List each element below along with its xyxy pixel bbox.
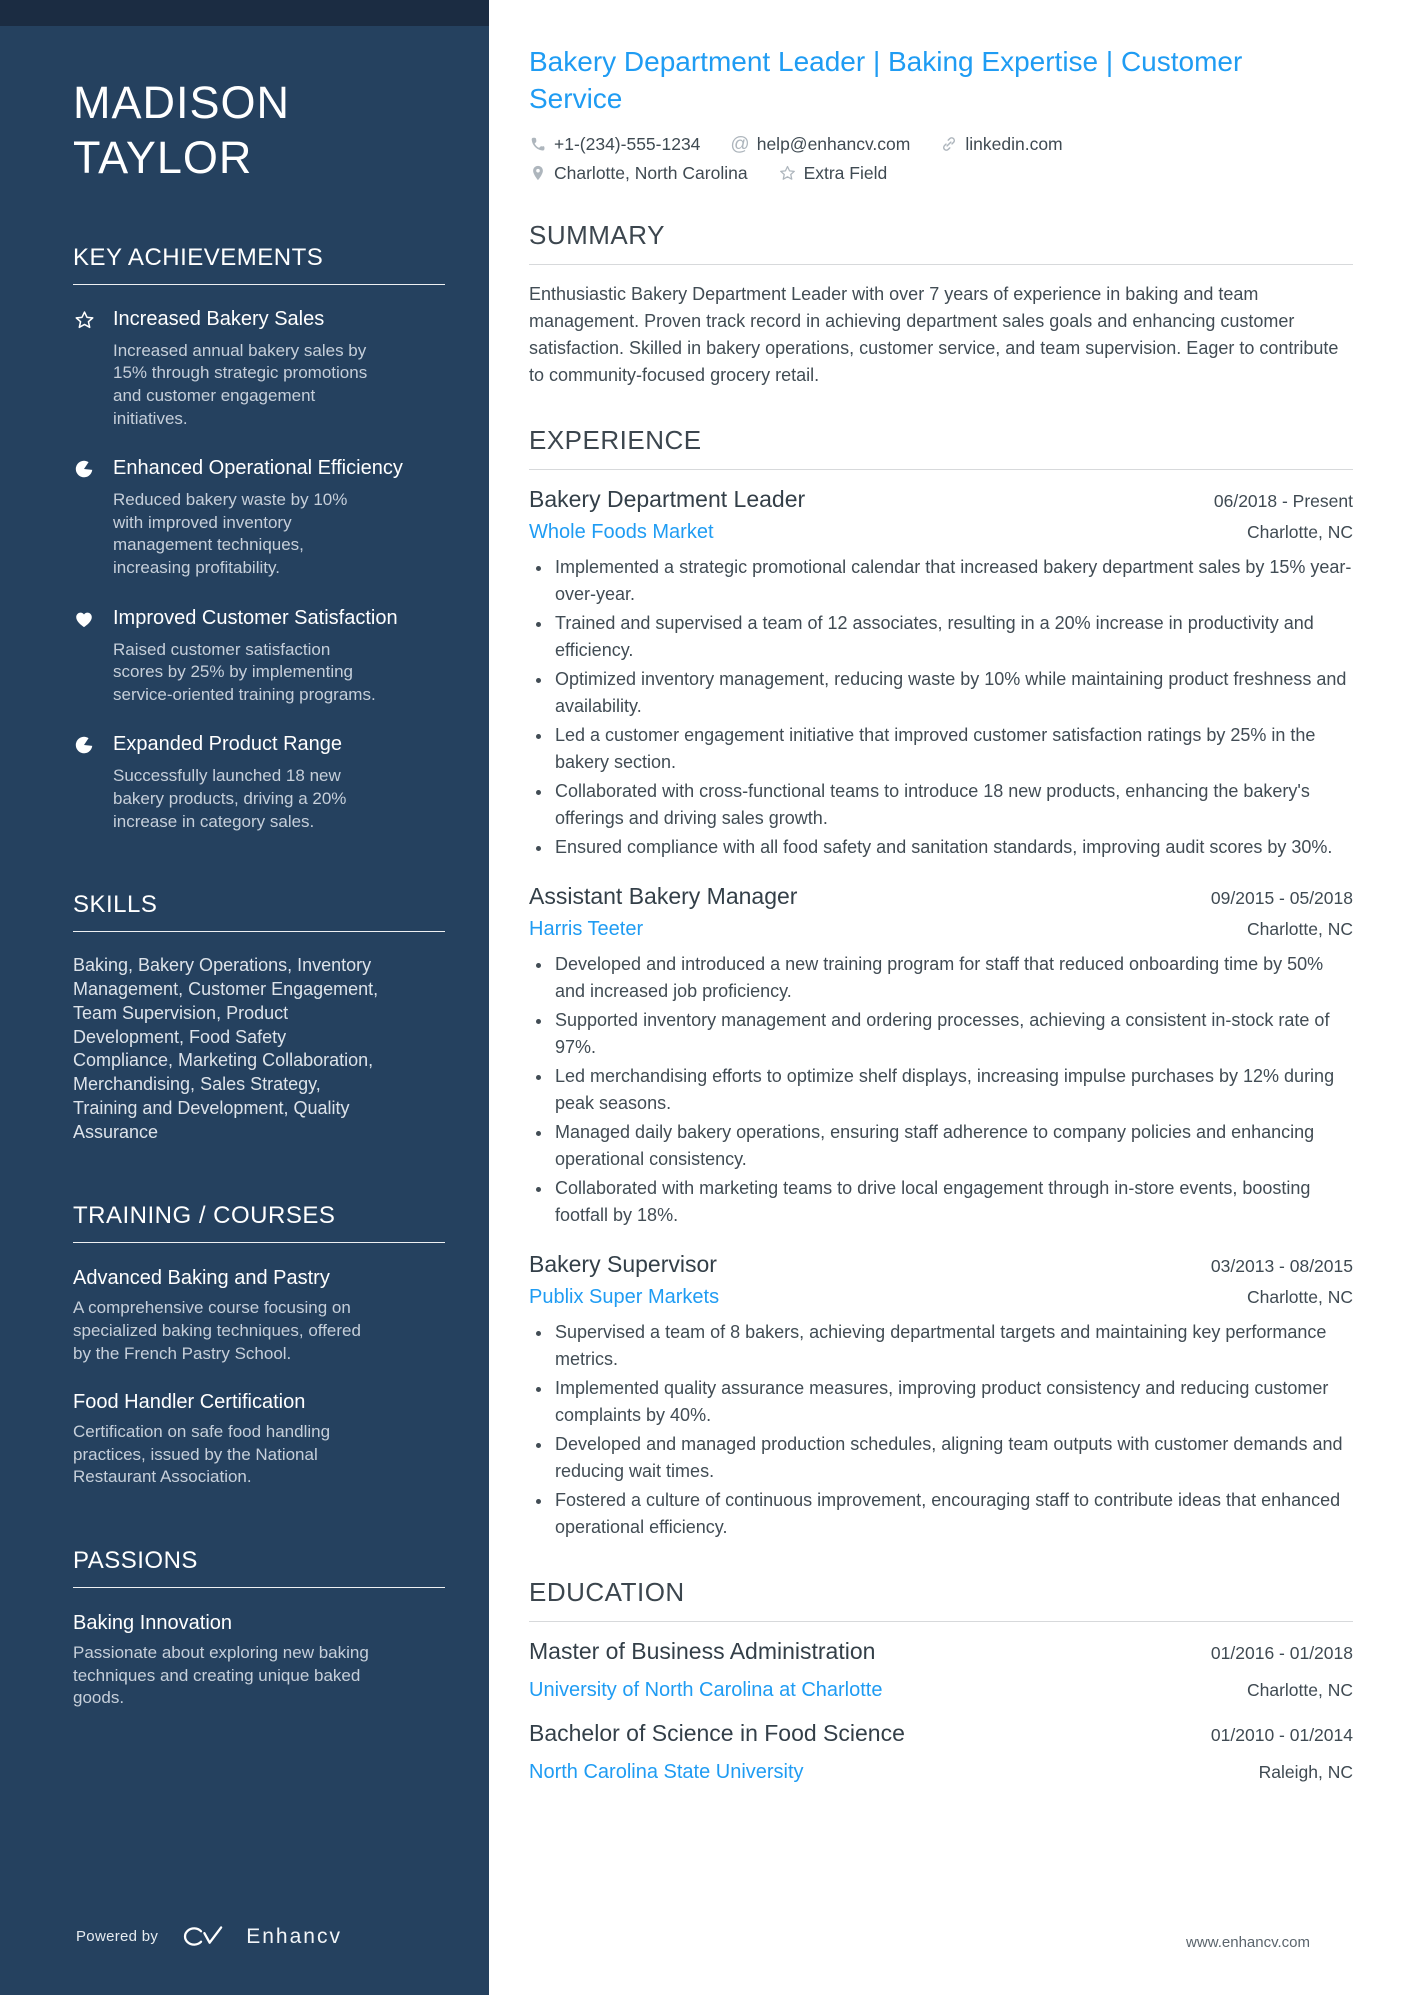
heart-icon <box>73 606 97 707</box>
resume-headline: Bakery Department Leader | Baking Expertise | Customer Service <box>529 46 1243 114</box>
enhancv-logo-icon <box>180 1924 224 1949</box>
job-location: Charlotte, NC <box>1246 918 1353 939</box>
achievement-title: Enhanced Operational Efficiency <box>113 457 403 480</box>
passions-title: PASSIONS <box>73 1547 445 1588</box>
job-dates: 09/2015 - 05/2018 <box>1210 887 1353 908</box>
job-location: Charlotte, NC <box>1246 1286 1353 1307</box>
job-company[interactable]: Whole Foods Market <box>529 520 714 543</box>
extra-field-text: Extra Field <box>803 162 888 183</box>
main-column <box>489 0 1410 1995</box>
job-role: Bakery Department Leader <box>529 485 806 512</box>
passion-description: Passionate about exploring new baking techniques and creating unique baked goods. <box>73 1642 369 1708</box>
phone-icon <box>529 135 547 153</box>
passion-title: Baking Innovation <box>73 1611 233 1634</box>
link-url: linkedin.com <box>965 133 1063 154</box>
achievement-description: Successfully launched 18 new bakery products, driving a 20% increase in category sales. <box>113 766 347 831</box>
job-bullets <box>553 1319 1353 1541</box>
passion-item <box>73 1610 445 1710</box>
school-name[interactable]: North Carolina State University <box>529 1760 804 1783</box>
bullet-item: • Ensured compliance with all food safety and sanitation standards, improving audit scores by 30%. <box>553 834 1353 861</box>
education-entry <box>529 1638 1353 1702</box>
brand-wordmark: Enhancv <box>246 1924 342 1948</box>
idea-icon <box>73 732 97 833</box>
degree-name: Master of Business Administration <box>529 1637 876 1664</box>
education-location: Raleigh, NC <box>1258 1761 1353 1782</box>
key-achievements-title: KEY ACHIEVEMENTS <box>73 244 445 285</box>
summary-title: SUMMARY <box>529 220 1353 265</box>
skills-list: Baking, Bakery Operations, Inventory Management, Customer Engagement, Team Supervision, Product Development, Food Safety Compliance, Marketing Collaboration, Merchandising, Sales Strategy, Training and Development, Quality Assurance <box>73 955 379 1142</box>
degree-name: Bachelor of Science in Food Science <box>529 1719 905 1746</box>
powered-by-label: Powered by <box>76 1928 159 1945</box>
achievement-item <box>73 307 445 430</box>
course-description: A comprehensive course focusing on specialized baking techniques, offered by the French Pastry School. <box>73 1298 361 1363</box>
skills-section <box>73 891 445 1144</box>
training-section <box>73 1202 445 1489</box>
sidebar <box>0 0 489 1995</box>
education-dates: 01/2010 - 01/2014 <box>1210 1724 1353 1745</box>
achievement-description: Reduced bakery waste by 10% with improved inventory management techniques, increasing profitability. <box>113 490 348 578</box>
achievement-description: Increased annual bakery sales by 15% through strategic promotions and customer engagement initiatives. <box>113 340 368 428</box>
course-description: Certification on safe food handling practices, issued by the National Restaurant Association. <box>73 1422 331 1487</box>
education-title: EDUCATION <box>529 1577 1353 1622</box>
link-icon <box>940 135 958 153</box>
bullet-item: • Developed and managed production schedules, aligning team outputs with customer demands and reducing wait times. <box>553 1431 1353 1485</box>
bullet-item: • Collaborated with marketing teams to drive local engagement through in-store events, boosting footfall by 18%. <box>553 1175 1353 1229</box>
email-icon: @ <box>730 133 750 155</box>
education-section <box>529 1577 1353 1784</box>
skills-title: SKILLS <box>73 891 445 932</box>
job-company[interactable]: Harris Teeter <box>529 917 644 940</box>
job-bullets <box>553 951 1353 1229</box>
location-pin-icon <box>529 164 547 182</box>
job-company[interactable]: Publix Super Markets <box>529 1285 720 1308</box>
extra-field <box>778 163 888 184</box>
summary-text: Enthusiastic Bakery Department Leader with over 7 years of experience in baking and team management. Proven track record in achieving department sales goals and enhancing customer satisfaction. Skilled in bakery operations, customer service, and team supervision. Eager to contribute to community-focused grocery retail. <box>529 283 1339 385</box>
location-contact <box>529 163 748 184</box>
job-dates: 06/2018 - Present <box>1213 490 1353 511</box>
job-entry <box>529 486 1353 861</box>
bullet-item: • Fostered a culture of continuous improvement, encouraging staff to contribute ideas that enhanced operational efficiency. <box>553 1487 1353 1541</box>
location-text: Charlotte, North Carolina <box>554 162 748 183</box>
star-icon <box>778 164 797 183</box>
job-location: Charlotte, NC <box>1246 521 1353 542</box>
contact-info <box>529 134 1353 184</box>
achievement-title: Increased Bakery Sales <box>113 307 325 330</box>
powered-by-footer <box>76 1924 342 1949</box>
bullet-item: • Implemented a strategic promotional calendar that increased bakery department sales by 15% year-over-year. <box>553 554 1353 608</box>
bullet-item: • Implemented quality assurance measures, improving product consistency and reducing customer complaints by 40%. <box>553 1375 1353 1429</box>
candidate-name: MADISON TAYLOR <box>73 77 291 183</box>
education-dates: 01/2016 - 01/2018 <box>1210 1642 1353 1663</box>
top-accent-strip <box>0 0 489 26</box>
link-contact[interactable] <box>940 134 1062 155</box>
bullet-item: • Led a customer engagement initiative that improved customer satisfaction ratings by 25% in the bakery section. <box>553 722 1353 776</box>
bullet-item: • Trained and supervised a team of 12 associates, resulting in a 20% increase in productivity and efficiency. <box>553 610 1353 664</box>
achievement-item <box>73 606 445 707</box>
course-item <box>73 1265 445 1365</box>
email-address: help@enhancv.com <box>756 133 911 154</box>
course-title: Food Handler Certification <box>73 1391 306 1414</box>
email-contact[interactable] <box>730 134 910 155</box>
experience-section <box>529 425 1353 1541</box>
job-entry <box>529 1251 1353 1541</box>
experience-title: EXPERIENCE <box>529 425 1353 470</box>
bullet-item: • Collaborated with cross-functional teams to introduce 18 new products, enhancing the bakery's offerings and driving sales growth. <box>553 778 1353 832</box>
job-dates: 03/2013 - 08/2015 <box>1210 1255 1353 1276</box>
course-item <box>73 1389 445 1489</box>
phone-contact <box>529 134 700 155</box>
bullet-item: • Supported inventory management and ordering processes, achieving a consistent in-stock rate of 97%. <box>553 1007 1353 1061</box>
achievement-title: Improved Customer Satisfaction <box>113 606 398 629</box>
achievement-description: Raised customer satisfaction scores by 25% by implementing service-oriented training programs. <box>113 639 376 704</box>
achievement-item <box>73 456 445 579</box>
passions-section <box>73 1547 445 1710</box>
star-icon <box>73 307 97 430</box>
website-footer: www.enhancv.com <box>1186 1934 1310 1951</box>
summary-section <box>529 220 1353 389</box>
phone-number: +1-(234)-555-1234 <box>554 133 701 154</box>
bullet-item: • Managed daily bakery operations, ensuring staff adherence to company policies and enhancing operational consistency. <box>553 1119 1353 1173</box>
education-entry <box>529 1720 1353 1784</box>
course-title: Advanced Baking and Pastry <box>73 1267 330 1290</box>
achievement-item <box>73 732 445 833</box>
bullet-item: • Supervised a team of 8 bakers, achieving departmental targets and maintaining key performance metrics. <box>553 1319 1353 1373</box>
job-bullets <box>553 554 1353 861</box>
job-entry <box>529 883 1353 1229</box>
idea-icon <box>73 456 97 579</box>
education-location: Charlotte, NC <box>1246 1679 1353 1700</box>
key-achievements-section <box>73 244 445 834</box>
job-role: Assistant Bakery Manager <box>529 882 798 909</box>
bullet-item: • Optimized inventory management, reducing waste by 10% while maintaining product freshness and availability. <box>553 666 1353 720</box>
bullet-item: • Led merchandising efforts to optimize shelf displays, increasing impulse purchases by 12% during peak seasons. <box>553 1063 1353 1117</box>
achievement-title: Expanded Product Range <box>113 733 343 756</box>
school-name[interactable]: University of North Carolina at Charlotte <box>529 1678 883 1701</box>
training-title: TRAINING / COURSES <box>73 1202 445 1243</box>
job-role: Bakery Supervisor <box>529 1250 717 1277</box>
bullet-item: • Developed and introduced a new training program for staff that reduced onboarding time by 50% and increased job proficiency. <box>553 951 1353 1005</box>
